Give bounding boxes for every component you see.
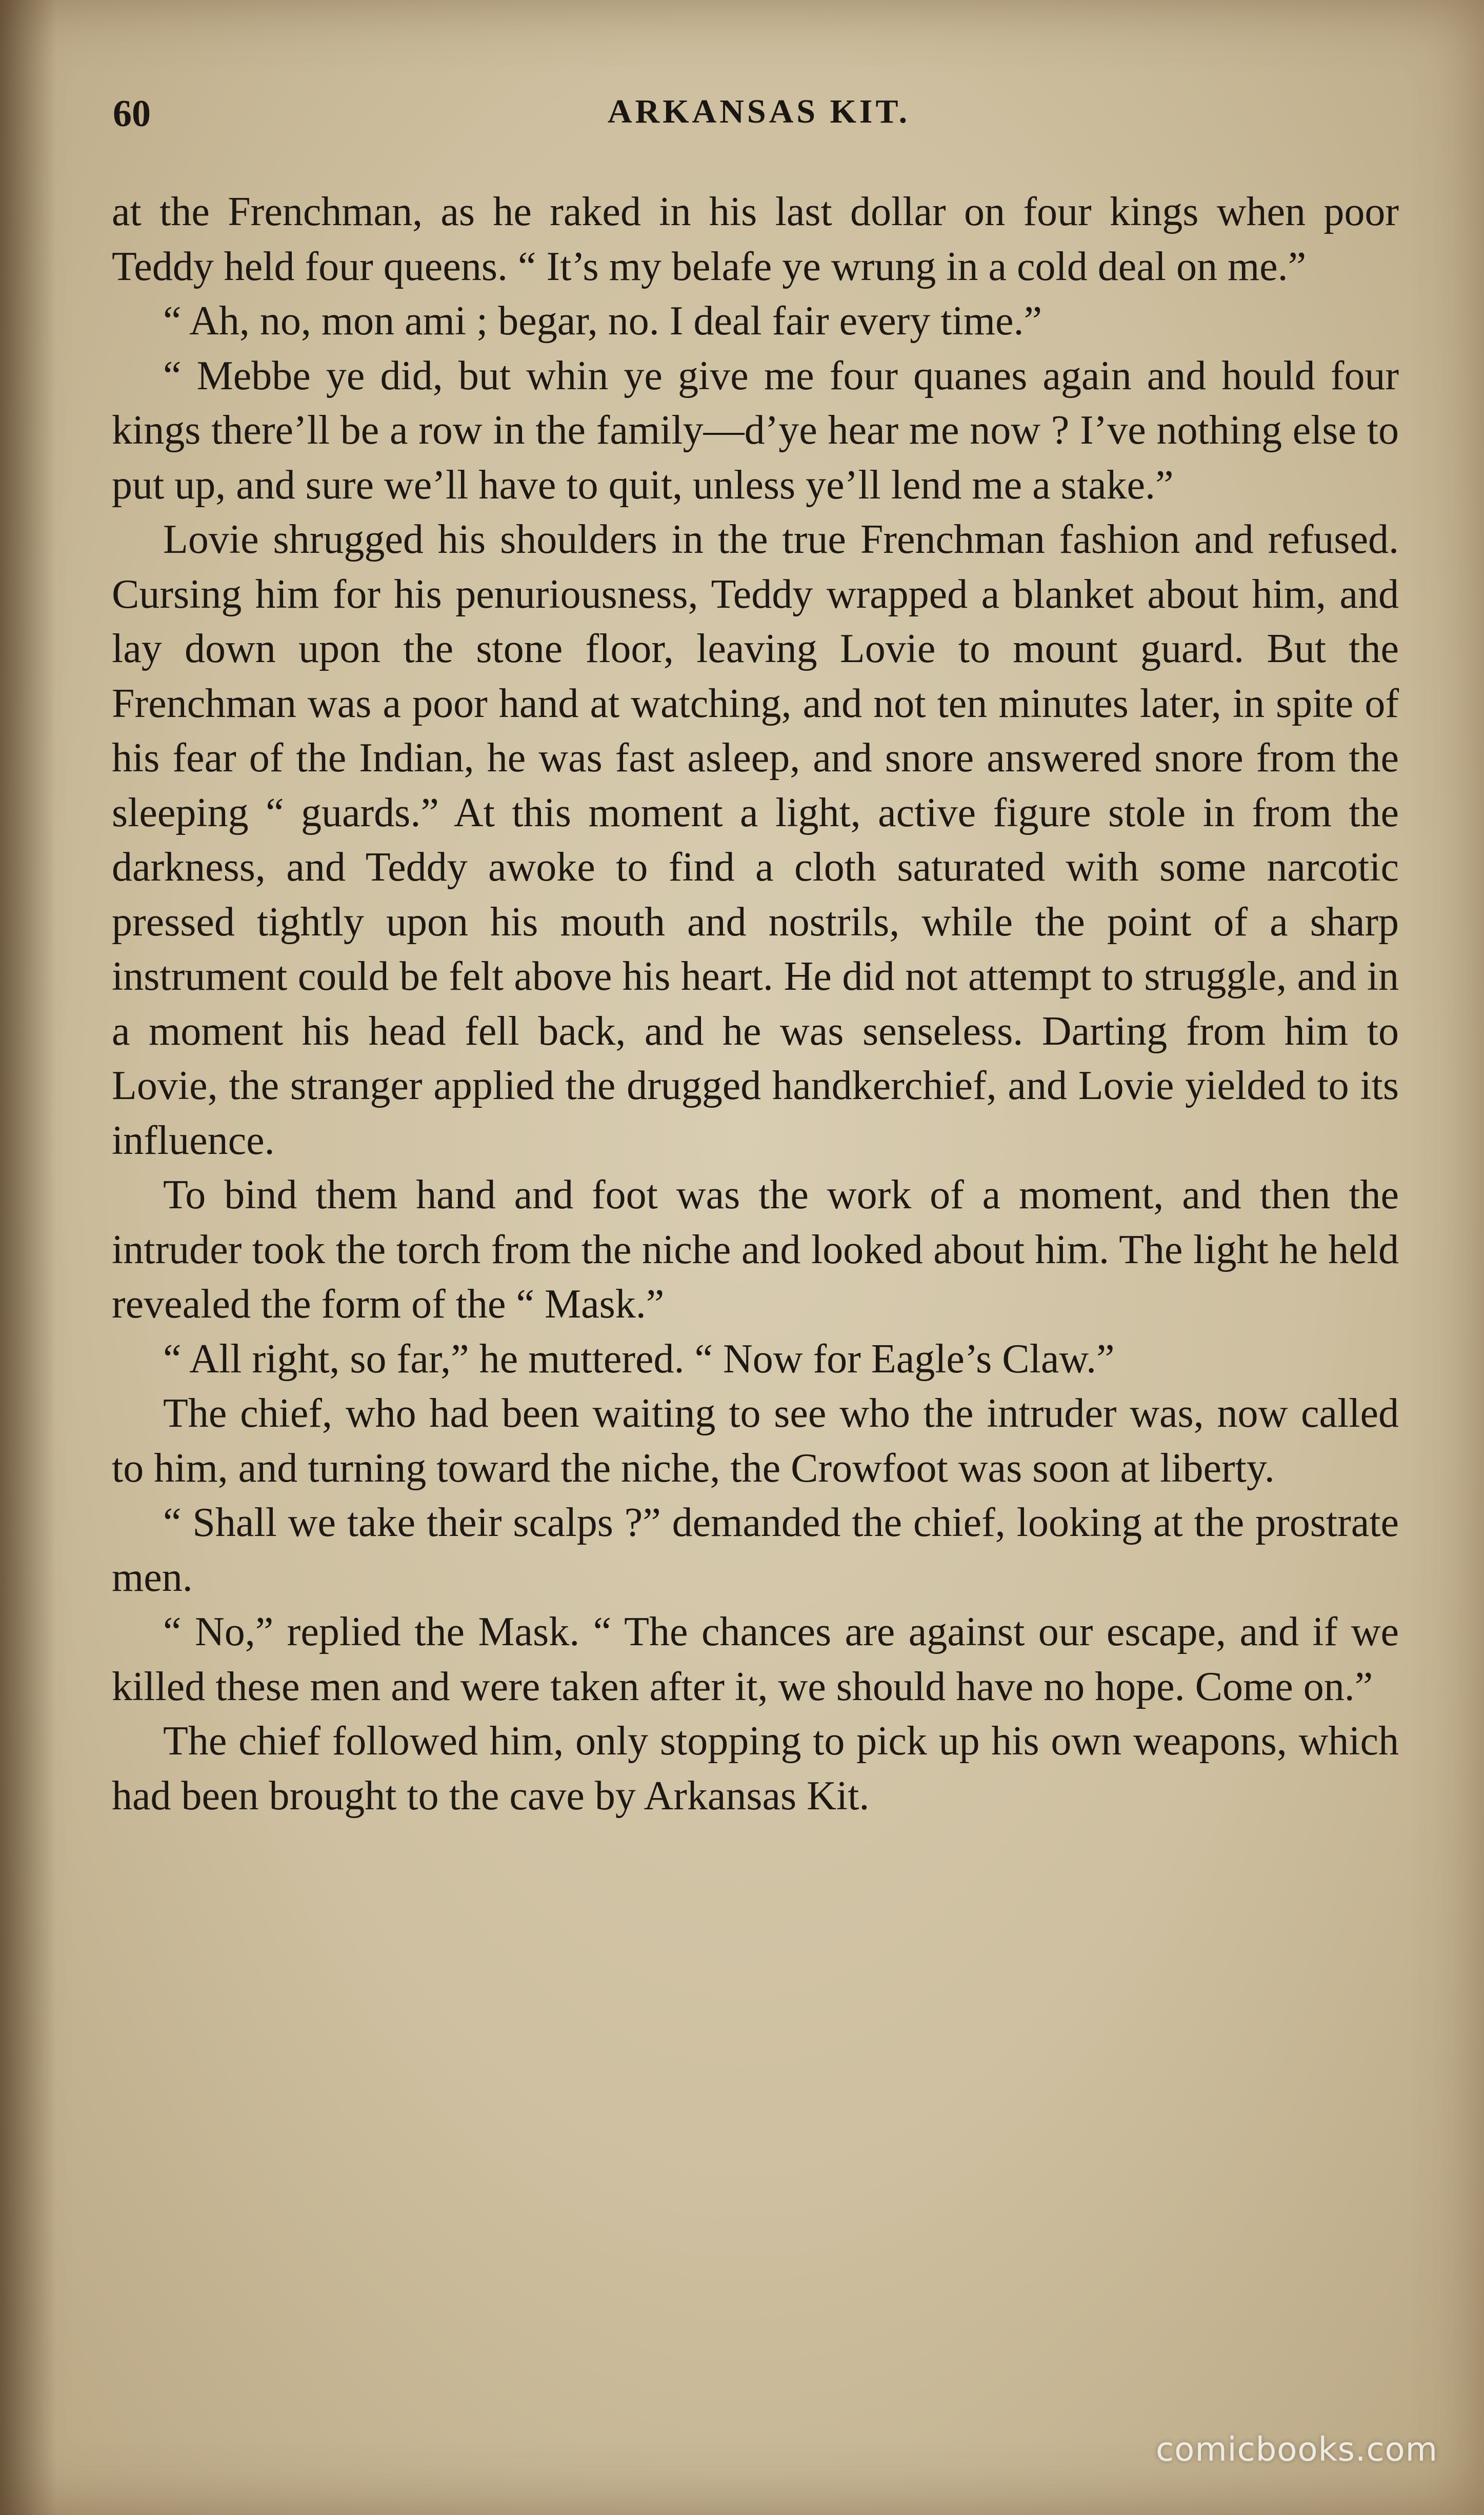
spine-shadow [0, 0, 56, 2515]
page-number: 60 [113, 93, 151, 135]
paragraph: The chief, who had been waiting to see who the intruder was, now called to him, and turning toward the niche, the Crowfoot was soon at liberty. [112, 1391, 1399, 1491]
paragraph: “ Mebbe ye did, but whin ye give me four quanes again and hould four kings there’ll be a row in the family—d’ye hear me now ? I’ve nothing else to put up, and sure we’ll have to quit, unless ye’ll lend me a stake.” [112, 353, 1399, 508]
watermark: comicbooks.com [1155, 2431, 1438, 2469]
paragraph: “ No,” replied the Mask. “ The chances are against our escape, and if we killed these men and were taken after it, we should have no hope. Come on.” [112, 1609, 1399, 1709]
paragraph: To bind them hand and foot was the work of a moment, and then the intruder took the torch from the niche and looked about him. The light he held revealed the form of the “ Mask.” [112, 1172, 1399, 1327]
paragraph: at the Frenchman, as he raked in his last dollar on four kings when poor Teddy held four queens. “ It’s my belafe ye wrung in a cold deal on me.” [112, 189, 1399, 289]
body-text [112, 185, 1399, 1823]
paragraph: “ Shall we take their scalps ?” demanded the chief, looking at the prostrate men. [112, 1500, 1399, 1600]
running-head [113, 82, 1405, 144]
paragraph: “ All right, so far,” he muttered. “ Now for Eagle’s Claw.” [163, 1336, 1115, 1382]
paragraph: “ Ah, no, mon ami ; begar, no. I deal fair every time.” [163, 298, 1042, 344]
paragraph: The chief followed him, only stopping to pick up his own weapons, which had been brought to the cave by Arkansas Kit. [112, 1719, 1399, 1819]
running-title: ARKANSAS KIT. [607, 93, 911, 130]
paragraph: Lovie shrugged his shoulders in the true Frenchman fashion and refused. Cursing him for his penuriousness, Teddy wrapped a blanket about him, and lay down upon the stone floor, leaving Lovie to mount guard. But the Frenchman was a poor hand at watching, and not ten minutes later, in spite of his fear of the Indian, he was fast asleep, and snore answered snore from the sleeping “ guards.” At this moment a light, active figure stole in from the darkness, and Teddy awoke to find a cloth saturated with some narcotic pressed tightly upon his mouth and nostrils, while the point of a sharp instrument could be felt above his heart. He did not attempt to struggle, and in a moment his head fell back, and he was senseless. Darting from him to Lovie, the stranger applied the drugged handkerchief, and Lovie yielded to its influence. [112, 517, 1399, 1163]
